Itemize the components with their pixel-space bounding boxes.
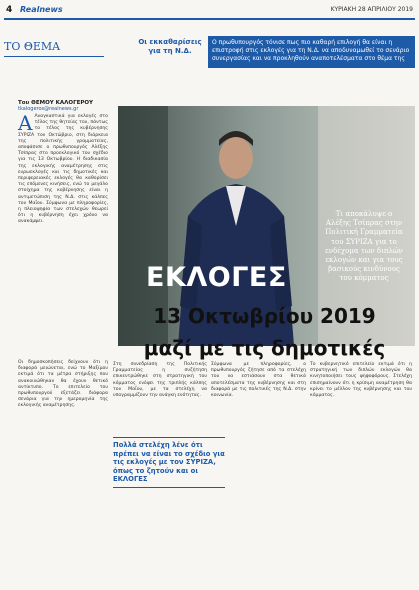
- publication-name: Realnews: [20, 5, 63, 14]
- article-column-3: Στη συνεδρίαση της Πολιτικής Γραμματείας η συζήτηση επικεντρώθηκε στη στρατηγική του κόμματος ενόψει της τριπλής κάλπης του Μαΐου, με τα στελέχη να υπογραμμίζουν την ανάγκη ενότητας.: [113, 362, 207, 399]
- article-column-5: Το κυβερνητικό επιτελείο εκτιμά ότι η στρατηγική των διπλών εκλογών θα κινητοποιήσει τους ψηφοφόρους. Στελέχη επισημαίνουν ότι η κρίσιμη αναμέτρηση θα κρίνει το μέλλον της κυβέρνησης και του κόμματος.: [310, 362, 412, 399]
- article-column-2: Οι δημοσκοπήσεις δείχνουν ότι η διαφορά μειώνεται, ενώ το Μαξίμου εκτιμά ότι τα μέτρα στήριξης που ανακοινώθηκαν θα έχουν θετικό αντίκτυπο. Το επιτελείο του πρωθυπουργού εξετάζει διάφορα σενάρια για την ημερομηνία της εκλογικής αναμέτρησης.: [18, 360, 108, 409]
- byline-email: tkalogeros@realnews.gr: [18, 106, 79, 112]
- kicker-text: Οι εκκαθαρίσεις για τη Ν.Δ.: [138, 38, 202, 55]
- overlay-title: ΕΚΛΟΓΕΣ: [146, 262, 287, 293]
- drop-cap: Α: [18, 111, 33, 135]
- lead-box: Ο πρωθυπουργός τόνισε πως πιο καθαρή επιλογή θα είναι η επιστροφή στις εκλογές για τη Ν.Δ. να αποδυναμωθεί το σενάριο συνεργασίας και να προκληθούν αναποτελέσματα στο θέμα της: [208, 36, 415, 68]
- article-column-4: Σύμφωνα με πληροφορίες, ο πρωθυπουργός ζήτησε από τα στελέχη του να εστιάσουν στα θετικά αποτελέσματα της κυβέρνησης και στη διαφορά με τις πολιτικές της Ν.Δ. στην κοινωνία.: [211, 362, 306, 399]
- photo-caption: Τι αποκάλυψε ο Αλέξης Τσίπρας στην Πολιτική Γραμματεία του ΣΥΡΙΖΑ για το ενδέχομα των διπλών εκλογών και για τους βασικούς κινδύνους του κόμματος: [325, 210, 403, 283]
- top-bar: [4, 4, 415, 20]
- article-column-1-text: Αναγκαστικά για εκλογές στο τέλος της θητείας του, πάντως το τέλος της κυβέρνησης ΣΥΡΙΖΑ τον Οκτώβριο, στη διάρκεια της πολιτικής γραμματείας, αποφάσισε ο πρωθυπουργός Αλέξης Τσίπρας στο προεκλογικό του σχέδιο για τις 13 Οκτωβρίου. Η διαδικασία της εκλογικής αναμέτρησης στις ευρωεκλογές και τις δημοτικές και περιφερειακές εκλογές θα καθορίσει τις επόμενες κινήσεις, ενώ το μεγάλο στοίχημα της κυβέρνησης είναι η αντιμετώπιση της Ν.Δ. στις κάλπες του Μαΐου. Σύμφωνα με πληροφορίες, η πλειοψηφία των στελεχών θεωρεί ότι η κυβέρνηση έχει χρόνο να ανακάμψει.: [18, 114, 108, 225]
- byline-author: Του ΘΕΜΟΥ ΚΑΛΟΓΕΡΟΥ: [18, 100, 94, 106]
- page-number: 4: [6, 5, 13, 15]
- headline-line-2: μαζί με τις δημοτικές: [143, 336, 386, 360]
- headline-line-1: 13 Οκτωβρίου 2019: [153, 304, 376, 328]
- article-column-1: [18, 111, 108, 226]
- section-rule: [4, 56, 104, 57]
- section-title: ΤΟ ΘΕΜΑ: [4, 40, 61, 53]
- pull-quote: Πολλά στελέχη λένε ότι πρέπει να είναι το σχέδιο για τις εκλογές με τον ΣΥΡΙΖΑ, όπως το ζητούν και οι ΕΚΛΟΓΕΣ: [113, 437, 225, 488]
- issue-date: ΚΥΡΙΑΚΗ 28 ΑΠΡΙΛΙΟΥ 2019: [330, 6, 413, 13]
